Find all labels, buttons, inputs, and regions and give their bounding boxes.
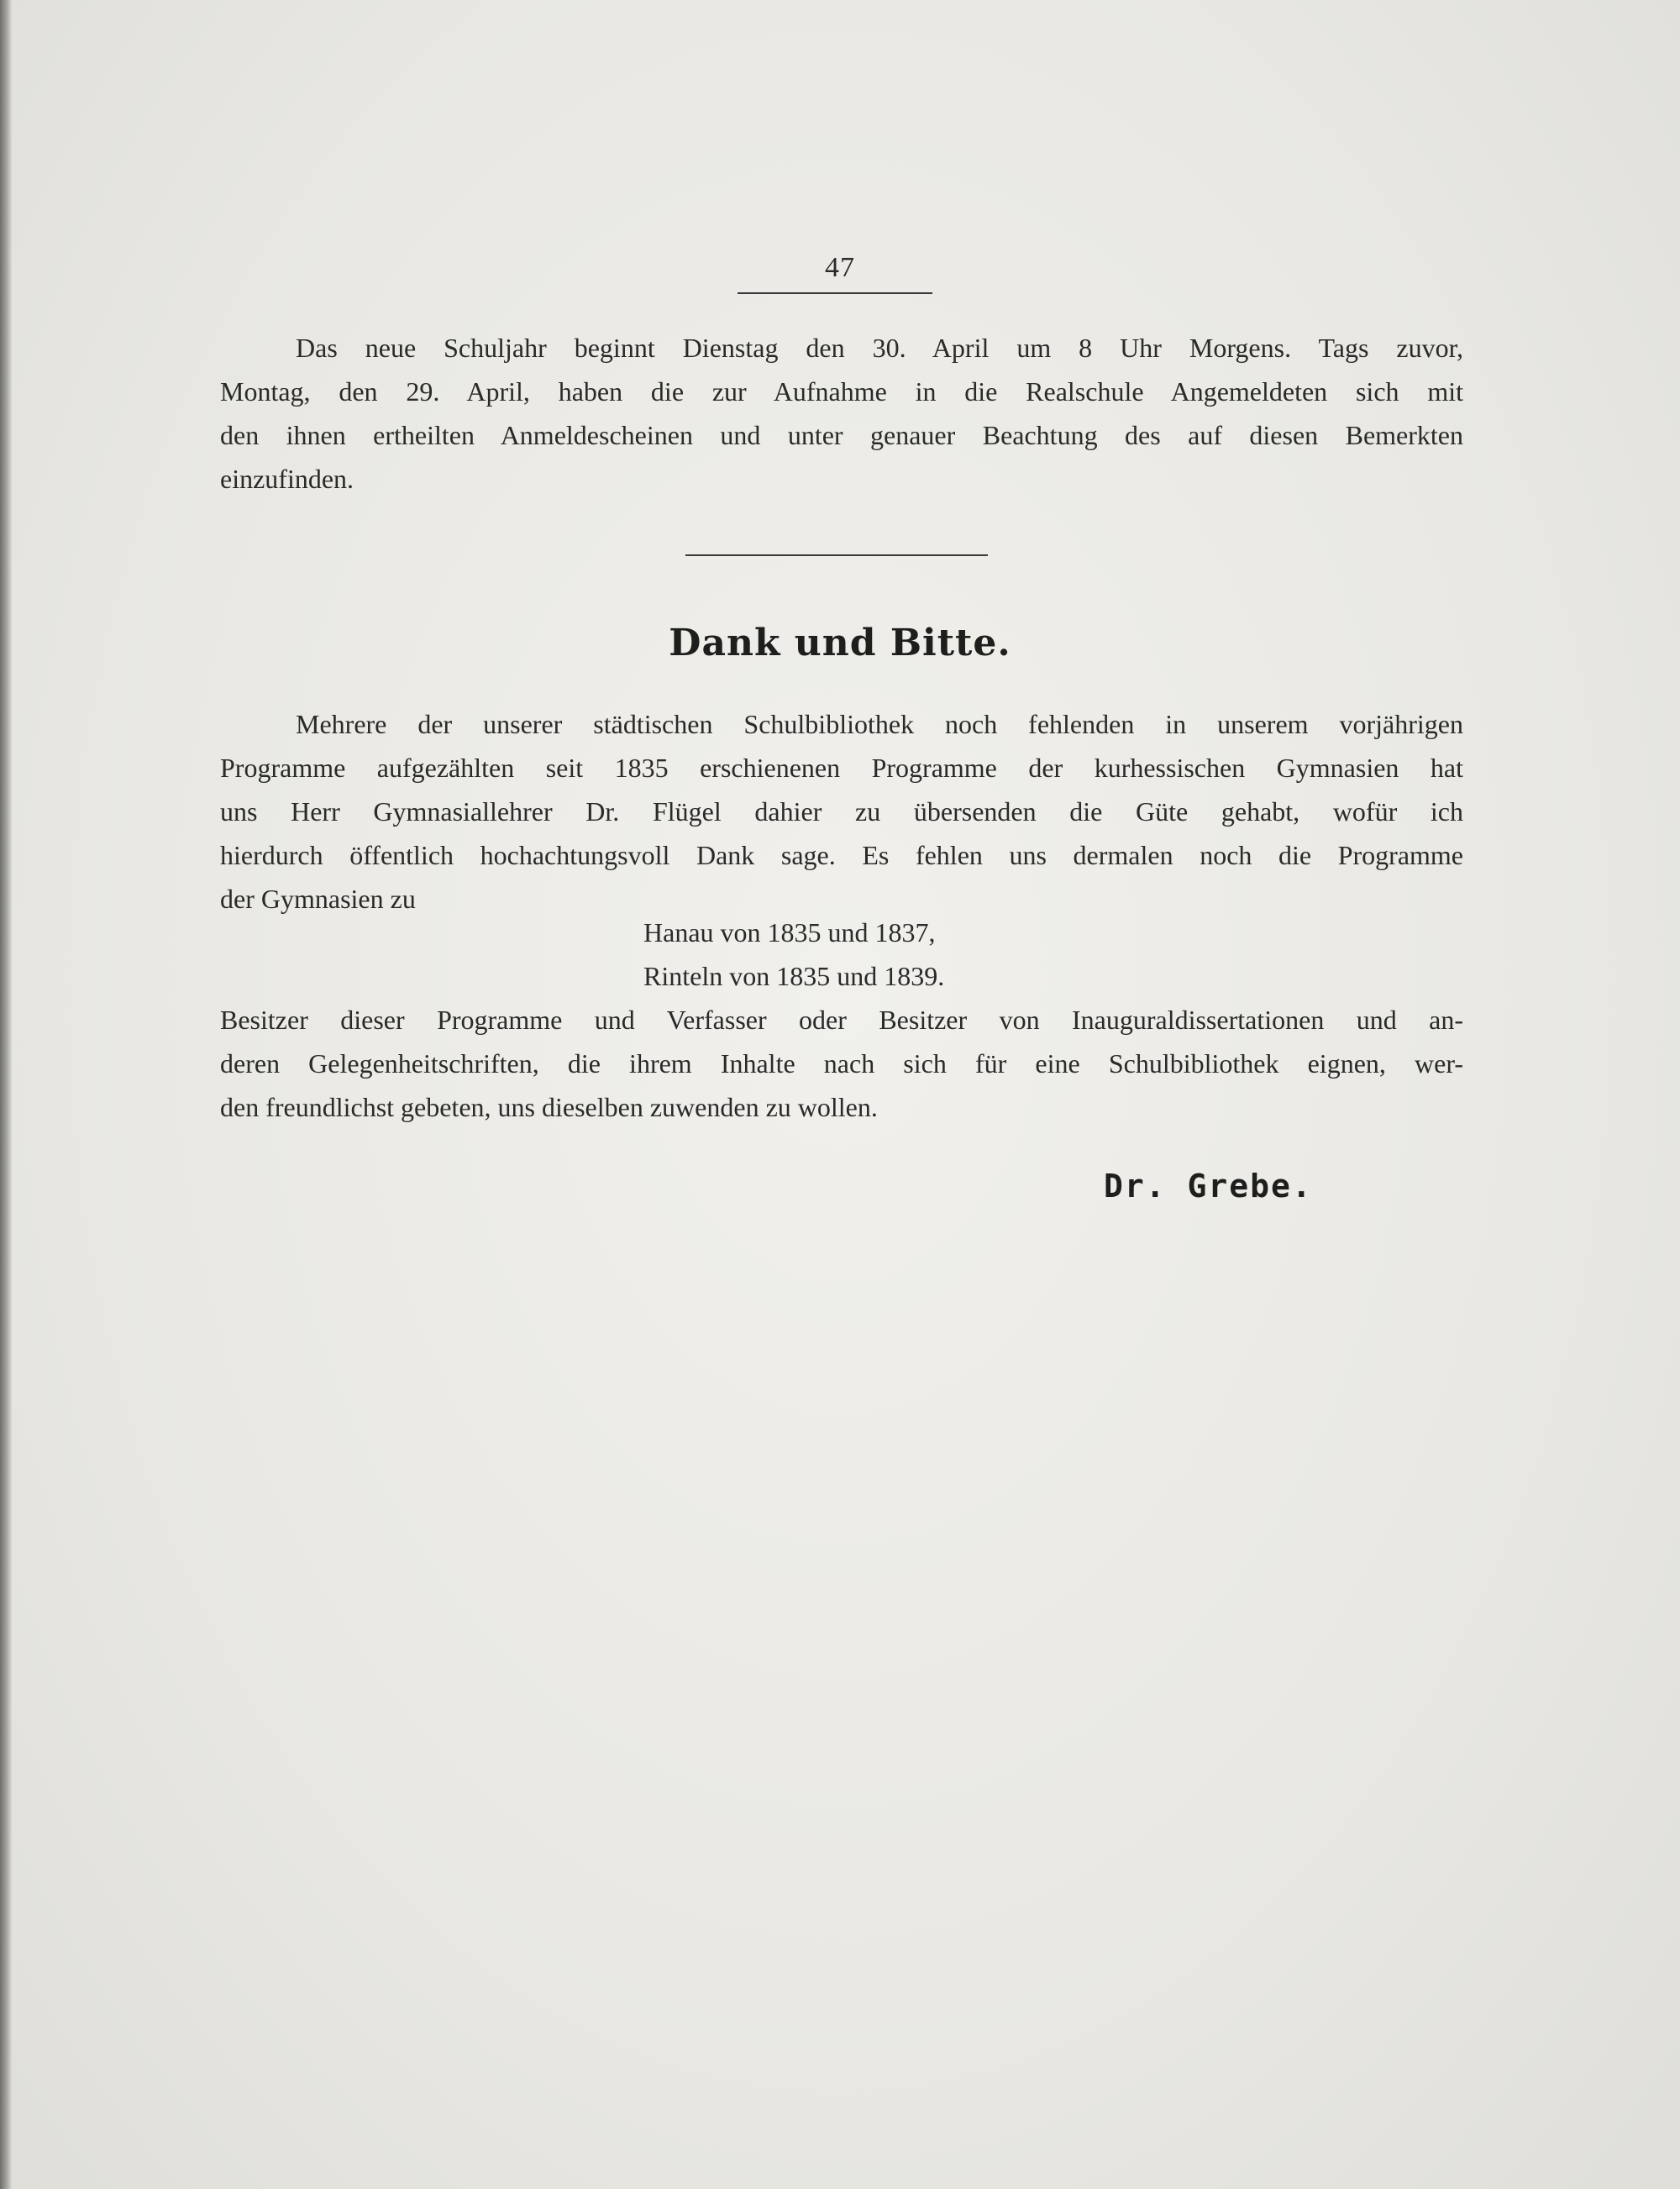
text-line: Programme aufgezählten seit 1835 erschienenen Programme der kurhessischen Gymnasien hat (220, 753, 1463, 783)
text-line: Das neue Schuljahr beginnt Dienstag den 30. April um 8 Uhr Morgens. Tags zuvor, (296, 333, 1463, 363)
text-line: einzufinden. (220, 464, 354, 494)
paragraph-request (220, 998, 1463, 1129)
paragraph-thanks (220, 702, 1463, 921)
text-line: hierdurch öffentlich hochachtungsvoll Dank sage. Es fehlen uns dermalen noch die Programme (220, 840, 1463, 870)
signature: Dr. Grebe. (1104, 1168, 1313, 1205)
section-heading: Dank und Bitte. (669, 622, 1011, 664)
text-line: den freundlichst gebeten, uns dieselben zuwenden zu wollen. (220, 1092, 878, 1122)
text-line: Besitzer dieser Programme und Verfasser oder Besitzer von Inauguraldissertationen und an- (220, 1005, 1463, 1035)
text-line: Montag, den 29. April, haben die zur Aufnahme in die Realschule Angemeldeten sich mit (220, 376, 1463, 407)
list-item: Hanau von 1835 und 1837, (643, 917, 936, 948)
paragraph-school-year (220, 326, 1463, 501)
page-binding-edge (0, 0, 12, 2189)
page-number-rule (738, 292, 932, 294)
text-line: deren Gelegenheitschriften, die ihrem Inhalte nach sich für eine Schulbibliothek eignen, wer- (220, 1048, 1463, 1079)
text-line: Mehrere der unserer städtischen Schulbibliothek noch fehlenden in unserem vorjährigen (296, 709, 1463, 739)
page-number: 47 (825, 252, 855, 283)
gymnasien-list (643, 911, 944, 998)
section-divider (685, 554, 988, 556)
text-line: uns Herr Gymnasiallehrer Dr. Flügel dahier zu übersenden die Güte gehabt, wofür ich (220, 796, 1463, 827)
list-item: Rinteln von 1835 und 1839. (643, 961, 945, 991)
text-line: den ihnen ertheilten Anmeldescheinen und unter genauer Beachtung des auf diesen Bemerkten (220, 420, 1463, 450)
text-line: der Gymnasien zu (220, 884, 416, 914)
